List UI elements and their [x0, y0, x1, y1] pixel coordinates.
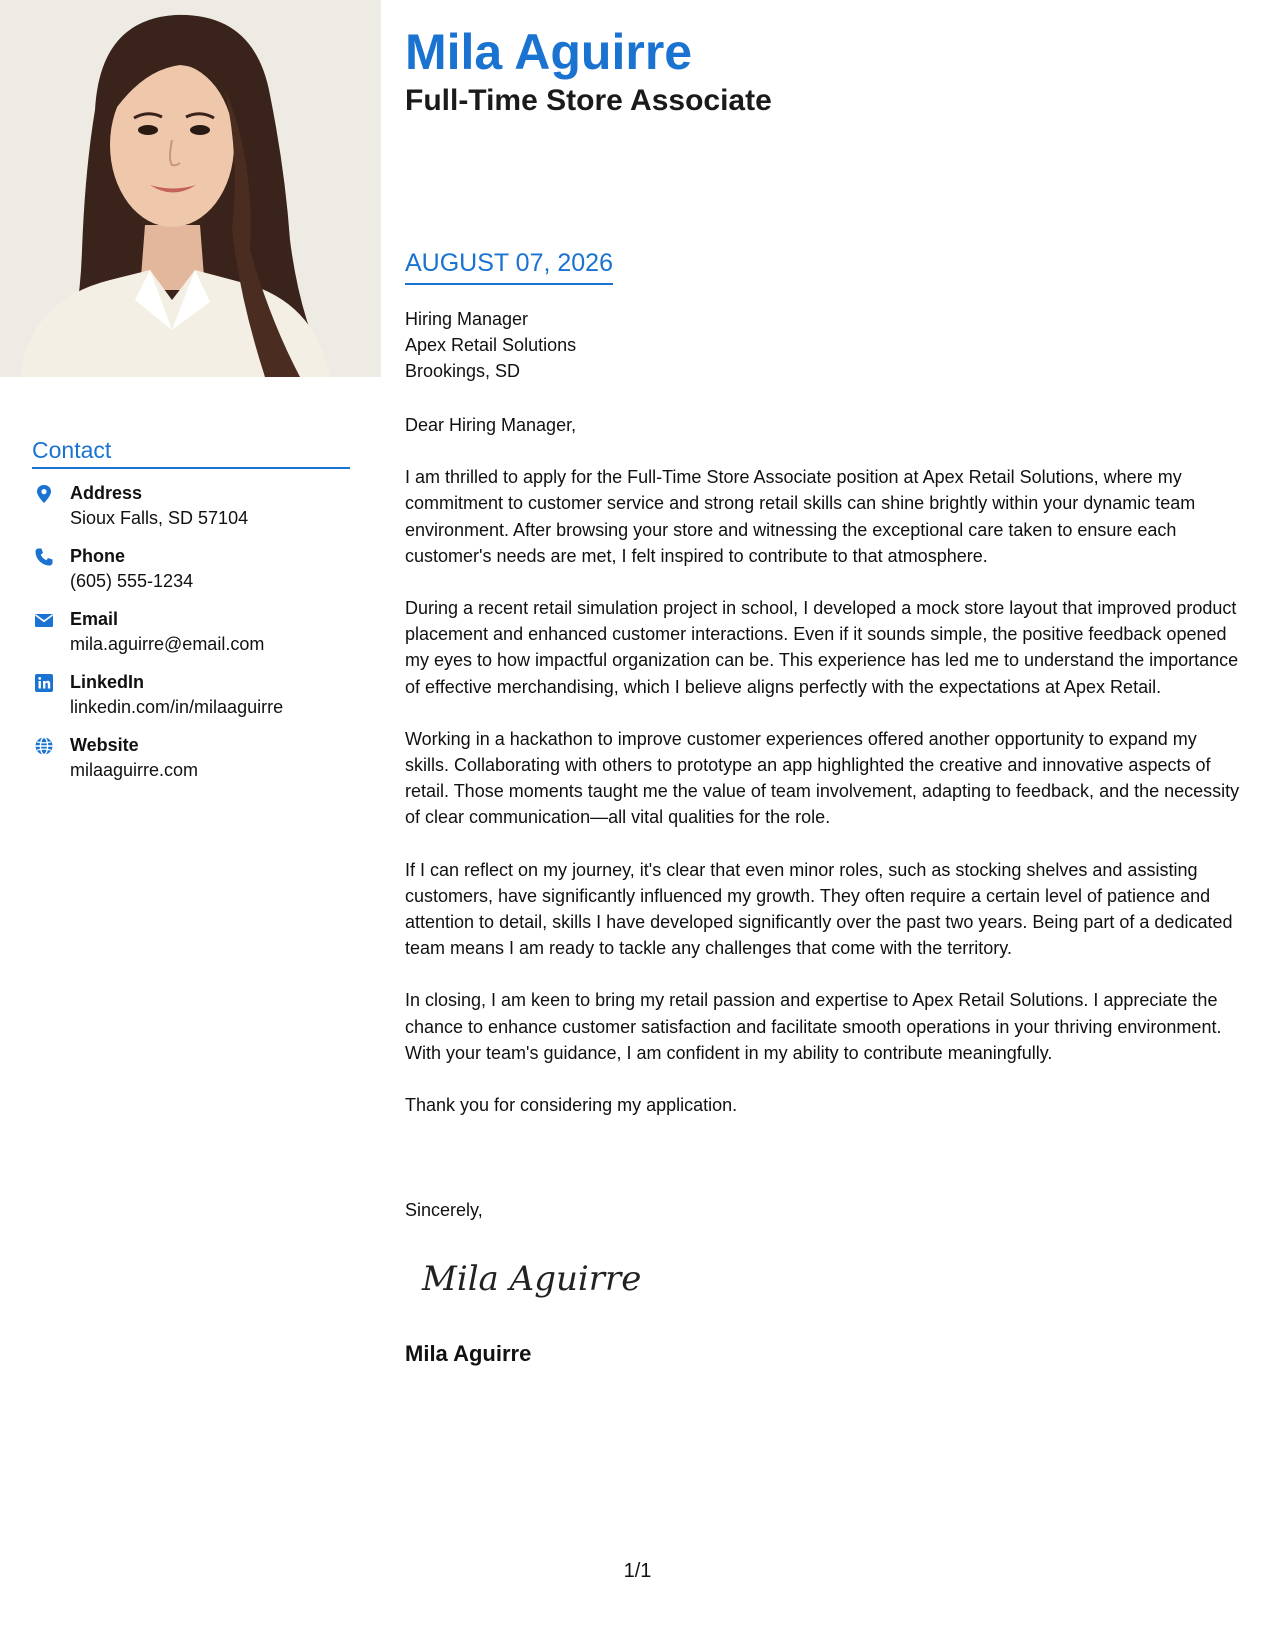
greeting: Dear Hiring Manager, — [405, 415, 577, 435]
linkedin-icon — [34, 673, 54, 693]
handwritten-signature — [418, 1245, 658, 1315]
recipient-line: Apex Retail Solutions — [405, 335, 577, 355]
globe-icon — [34, 736, 54, 756]
page-indicator: 1/1 — [623, 1560, 652, 1582]
contact-website — [32, 733, 350, 796]
letter-paragraph: If I can reflect on my journey, it's clear that even minor roles, such as stocking shelves and assisting customers, have significantly influenced my growth. They often require a certain level of patience and attention to detail, skills I have developed significantly over the past two years. Being part of a dedicated team means I am ready to tackle any challenges that come with the territory. — [405, 859, 1233, 959]
applicant-name: Mila Aguirre — [405, 24, 693, 80]
signer-name: Mila Aguirre — [405, 1341, 532, 1366]
map-pin-icon — [34, 484, 54, 504]
contact-label: LinkedIn — [70, 672, 145, 692]
letter-paragraph: During a recent retail simulation project in school, I developed a mock store layout that improved product placement and enhanced customer interactions. Even if it sounds simple, the positive feedback opened my eyes to how impactful organization can be. This experience has led me to understand the importance of effective merchandising, which I believe aligns perfectly with the expectations at Apex Retail. — [405, 598, 1239, 697]
contact-label: Email — [70, 609, 119, 629]
contact-label: Phone — [70, 546, 126, 566]
recipient-block — [405, 306, 576, 384]
contact-value: mila.aguirre@email.com — [70, 634, 265, 654]
phone-icon — [34, 547, 54, 567]
letter-paragraph: Thank you for considering my application. — [405, 1095, 738, 1116]
contact-value: (605) 555-1234 — [70, 571, 194, 591]
closing-salutation: Sincerely, — [405, 1200, 483, 1220]
letter-date: AUGUST 07, 2026 — [405, 247, 613, 285]
contact-linkedin — [32, 670, 350, 733]
signature-text: Mila Aguirre — [422, 1259, 642, 1299]
contact-heading: Contact — [32, 435, 350, 469]
contact-value: linkedin.com/in/milaaguirre — [70, 697, 284, 717]
profile-photo — [0, 0, 381, 377]
letter-paragraph: I am thrilled to apply for the Full-Time Store Associate position at Apex Retail Solutions, where my commitment to customer service and strong retail skills can shine brightly within your dynamic team environment. After browsing your store and witnessing the exceptional care taken to ensure each customer's needs are met, I felt inspired to contribute to that atmosphere. — [405, 467, 1196, 566]
letter-paragraph: In closing, I am keen to bring my retail passion and expertise to Apex Retail Solutions. I appreciate the chance to enhance customer satisfaction and facilitate smooth operations in your thriving environment. With your team's guidance, I am confident in my ability to contribute meaningfully. — [405, 990, 1222, 1063]
contact-value: milaaguirre.com — [70, 760, 199, 780]
letter-paragraph: Working in a hackathon to improve customer experiences offered another opportunity to expand my skills. Collaborating with others to prototype an app highlighted the creative and innovative aspects of retail. Those moments taught me the value of team involvement, adapting to feedback, and the necessity of clear communication—all vital qualities for the role. — [405, 728, 1240, 828]
contact-address — [32, 481, 350, 544]
contact-value: Sioux Falls, SD 57104 — [70, 508, 249, 528]
recipient-line: Brookings, SD — [405, 361, 521, 381]
contact-email — [32, 607, 350, 670]
letter-body — [405, 412, 1245, 1144]
portrait-image — [0, 0, 381, 377]
contact-label: Website — [70, 735, 139, 755]
job-title: Full-Time Store Associate — [405, 84, 772, 117]
contact-sidebar — [32, 435, 350, 796]
contact-label: Address — [70, 483, 143, 503]
recipient-line: Hiring Manager — [405, 309, 529, 329]
envelope-icon — [34, 610, 54, 630]
contact-phone — [32, 544, 350, 607]
